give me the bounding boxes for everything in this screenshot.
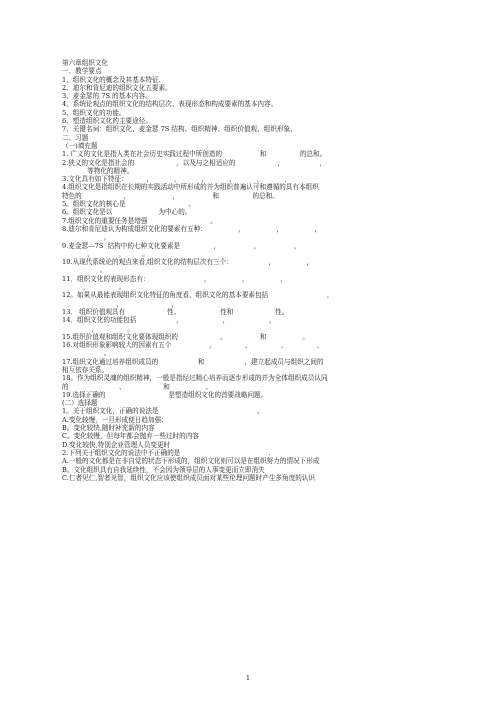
section-heading: 一、教学要点 [62, 67, 102, 76]
question-line: 1。关于组织文化，正确的说法是 。 [62, 407, 264, 416]
text-line: 16.对组织形象影响较大的因素有五个 ， ， ， ， [62, 341, 324, 350]
text-line: 的 、 和 。 [62, 382, 213, 391]
answer-option: B。变化较快,随时补充新的内容 [62, 424, 155, 433]
text-line: 15.组织价值观和组织文化要体现组织的 、 和 。 [62, 332, 309, 341]
text-line: ， 。 [62, 283, 126, 292]
text-line: ， ， [62, 299, 178, 308]
text-line: 14．组织文化的功能包括 ， ， ， [62, 316, 276, 325]
text-line: 13． 组织价值观具有 性、 性和 性。 [62, 307, 289, 316]
text-line: 1、组织文化的概念及其基本特征. [62, 75, 161, 84]
text-line: 7.组织文化的重要任务是增强 。 [62, 216, 217, 225]
answer-option: D.变化较快,特别企业管理人员变更时 [62, 440, 171, 449]
text-line: 等物化的精神。 [62, 166, 134, 175]
text-line: ， [62, 233, 111, 242]
subsection-heading: (二）选择题 [62, 399, 98, 408]
answer-option: B。文化组织具有自我延续性，不会因为领导层的人事变更而立即消失 [62, 465, 265, 474]
text-line: 6。组织文化是以 为中心的。 [62, 208, 192, 217]
text-line: 6、塑造组织文化的主要途径。 [62, 117, 152, 126]
text-line: 12。如果从最能表现组织文化特征的角度看，组织文化的基本要素包括 ， [62, 291, 334, 300]
text-line: 17.组织文化通过培养组织成员的 和 ，建立起成员与组织之间的 [62, 357, 324, 366]
text-line: 相互依存关系。 [62, 365, 109, 374]
section-heading: 二、习题 [62, 133, 89, 142]
text-line: 。 [62, 266, 107, 275]
question-line: 2.下列关于组织文化的说法中不正确的是 . [62, 448, 271, 457]
answer-option: A.变化较慢，一旦形成便日趋加强； [62, 415, 168, 424]
text-line: 。 [62, 349, 111, 358]
text-line: 3、麦金瑟的 7S 的基本内容。 [62, 92, 152, 101]
text-line: 9.麦金瑟—7S 结构中的七种文化要素是 ， ， ， [62, 241, 301, 250]
answer-option: A.一般的文化都是在非自觉的状态下形成的，组织文化则可以是在组织努力的情况下形成 [62, 457, 320, 466]
subsection-heading: （一)填充题 [62, 141, 98, 150]
document-body [62, 59, 444, 482]
text-line: ， ， 。 [62, 249, 149, 258]
text-line: 18。作为组织灵魂的组织精神，一般是指经过精心培养而逐步形成的并为全体组织成员认同 [62, 374, 328, 383]
page-number: 1 [245, 674, 251, 682]
answer-option: C.仁者见仁,智者见智，组织文化应该使组织成员面对某些伦理问题时产生多角度的认识 [62, 473, 315, 482]
chapter-title: 第六章组织文化 [62, 59, 109, 67]
text-line: 1. 广义的文化是指人类在社会历史实践过程中所创造的 和 的总和。 [62, 150, 327, 159]
text-line: 2.狭义的文化是指社会的 ，以及与之相适应的 ， ， [62, 158, 327, 167]
answer-option: C。变化较慢，但每年都会抛弃一些过时的内容 [62, 432, 199, 441]
text-line: 特色的 ， ， 和 的总和。 [62, 191, 279, 200]
text-line: 4、系统论观点的组织文化的结构层次、表现形态和构成要素的基本内容。 [62, 100, 278, 109]
text-line: ， 。 [62, 324, 134, 333]
text-line: 5。组织文化的核心是 。 [62, 200, 196, 209]
text-line: 19.选择正确的 是塑造组织文化的首要战略问题。 [62, 390, 268, 399]
text-line: 5、组织文化的功能。 [62, 108, 126, 117]
text-line: 11．组织文化的表现形态有： ， ， ， [62, 274, 287, 283]
text-line: 3.文化具有如下特征： ， ， ， ， ， ， [62, 175, 291, 184]
text-line: 10.从现代系统论的观点来看,组织文化的结构层次有三个： ， ， [62, 258, 314, 267]
text-line: 2、迪尔和肯尼迪的组织文化五要素。 [62, 83, 172, 92]
text-line: 4.组织文化是指组织在长期的实践活动中所形成的并为组织普遍认可和遵循的具有本组织 [62, 183, 319, 192]
text-line: 8.迪尔和肯尼迪认为构成组织文化的要素有五种： ， ， ， [62, 224, 321, 233]
text-line: 7、关键名词：组织文化、麦金瑟 7S 结构、组织精神、组织价值观、组织形象、 [62, 125, 297, 134]
